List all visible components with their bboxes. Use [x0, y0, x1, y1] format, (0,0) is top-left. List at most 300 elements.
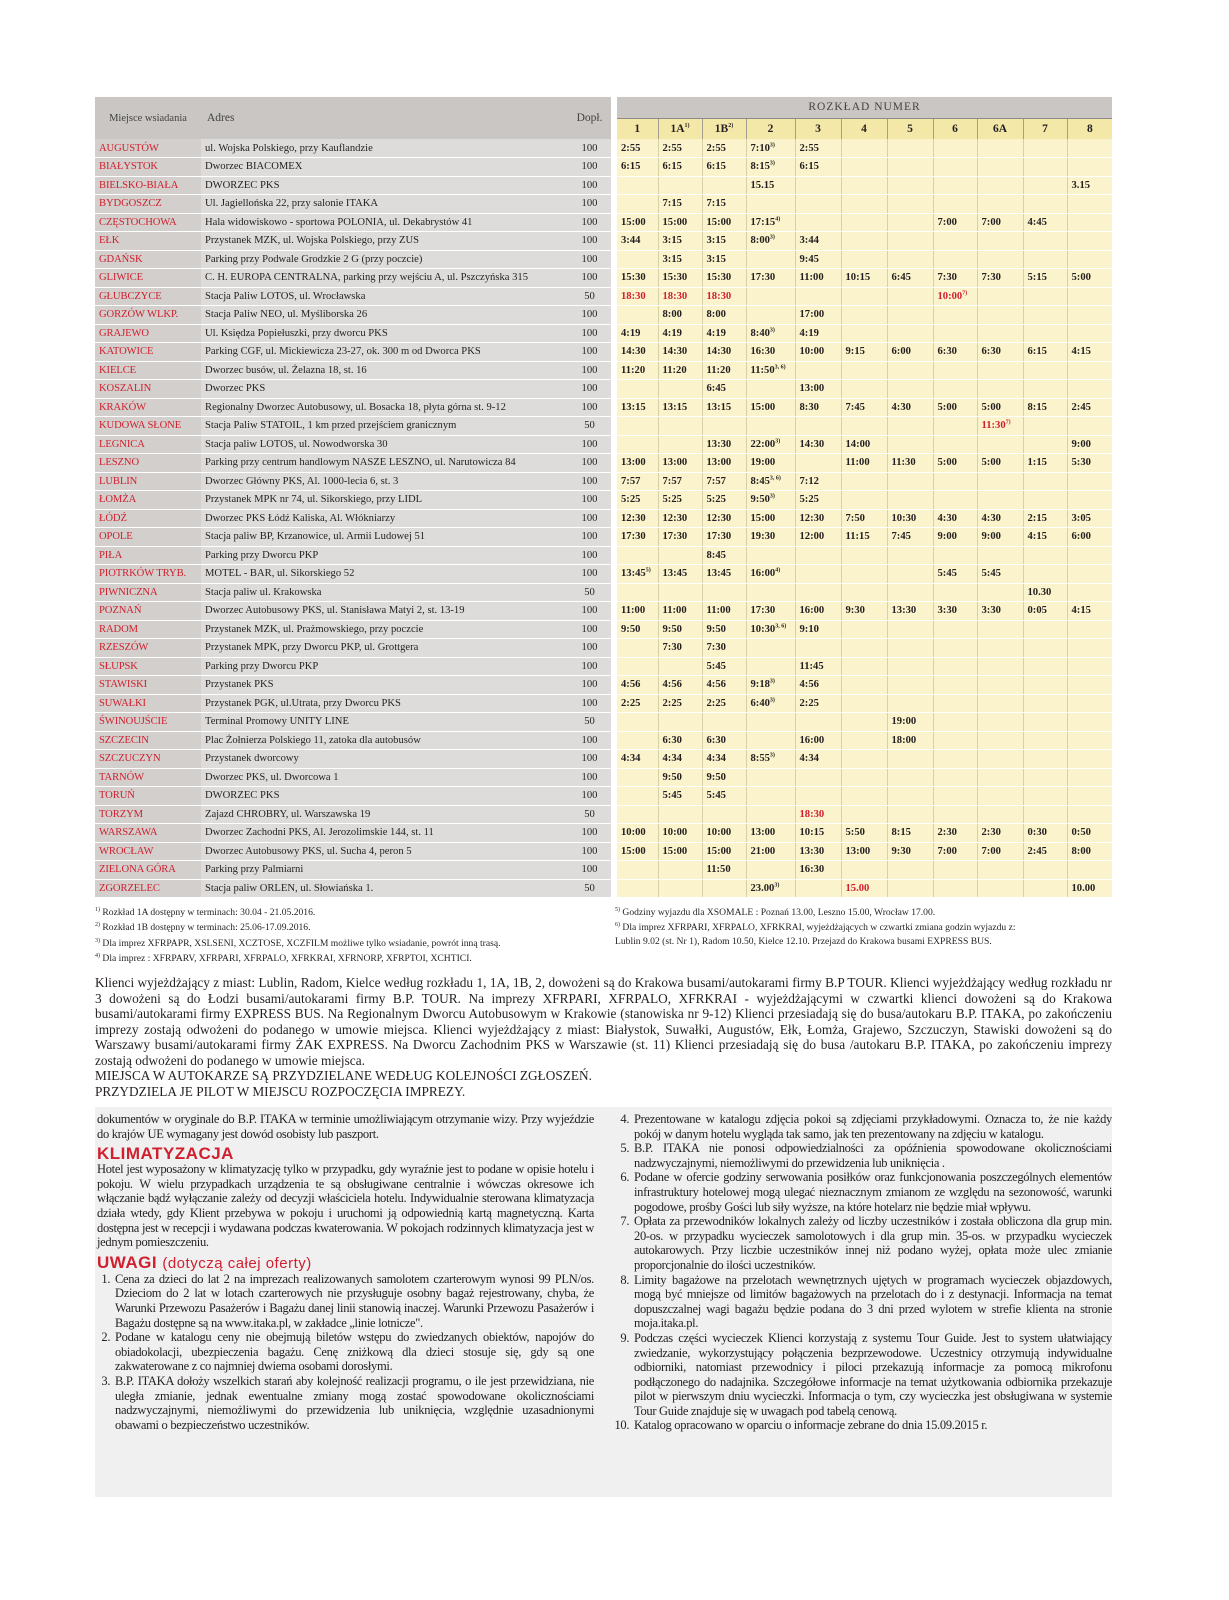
time-cell	[702, 879, 746, 898]
time-cell	[1067, 565, 1112, 584]
time-cell: 9:00	[1067, 435, 1112, 454]
city-cell: ŁOMŻA	[95, 491, 201, 510]
surcharge-cell: 100	[568, 398, 614, 417]
time-cell	[1023, 324, 1067, 343]
table-row	[95, 824, 1112, 843]
pilot-line: PRZYDZIELA JE PILOT W MIEJSCU ROZPOCZĘCIA IMPREZY.	[95, 1083, 466, 1099]
city-cell: AUGUSTÓW	[95, 139, 201, 158]
time-cell: 4:45	[1023, 213, 1067, 232]
time-cell: 2:55	[702, 139, 746, 158]
time-cell: 18:30	[702, 287, 746, 306]
time-cell: 10:15	[795, 824, 841, 843]
table-row	[95, 713, 1112, 732]
time-cell	[1023, 546, 1067, 565]
table-row	[95, 195, 1112, 214]
time-cell: 7:00	[977, 842, 1023, 861]
footnote-line: $^{4)}$ Dla imprez : XFRPARV, XFRPARI, XFRPALO, XFRKRAI, XFRNORP, XFRPTOI, XCHTICI.	[95, 953, 472, 965]
time-cell: 3.15	[1067, 176, 1112, 195]
time-cell: 23.00$^{3)}$	[746, 879, 795, 898]
time-cell	[1023, 787, 1067, 806]
time-cell	[795, 787, 841, 806]
time-cell	[841, 713, 887, 732]
footnote-line: $^{6)}$ Dla imprez XFRPARI, XFRPALO, XFRKRAI, wyjeżdżających w czwartki zmiana godzin wyjazdu z:	[615, 922, 1016, 934]
time-cell: 11:45	[795, 657, 841, 676]
time-cell	[614, 713, 658, 732]
surcharge-cell: 100	[568, 435, 614, 454]
table-row	[95, 306, 1112, 325]
time-cell	[702, 417, 746, 436]
time-cell	[841, 417, 887, 436]
footnote-line: $^{5)}$ Godziny wyjazdu dla XSOMALE : Poznań 13.00, Leszno 15.00, Wrocław 17.00.	[615, 907, 936, 919]
time-cell: 6:30	[977, 343, 1023, 362]
transfer-paragraph: Klienci wyjeżdżający z miast: Lublin, Radom, Kielce według rozkładu 1, 1A, 1B, 2, dowożeni są do Krakowa busami/autokarami firmy B.P TOUR. Klienci wyjeżdżający według rozkładu nr 3 dowożeni są do Łodzi busami/autokarami firmy B.P. TOUR. Na imprezy XFRPARI, XFRPALO, XFRKRAI - wyjeżdżającymi w czwartki klienci dowożeni są do Krakowa busami/autokarami firmy EXPRESS BUS. Na Regionalnym Dworcu Autobusowym w Krakowie (stanowiska nr 9-12) Klienci przesiadają się do busa/autokaru B.P. ITAKA, po zakończeniu imprezy zostają odwożeni do podanego w umowie miejsca. Klienci wyjeżdżający z miast: Białystok, Suwałki, Augustów, Ełk, Łomża, Grajewo, Szczuczyn, Stawiski dowożeni są do Warszawy busami/autokarami firmy ŻAK EXPRESS. Na Dworcu Zachodnim PKS w Warszawie (st. 11) Klienci przesiadają się do busa /autokaru B.P. ITAKA, po zakończeniu imprezy zostają odwożeni do podanego w umowie miejsca.	[95, 975, 1112, 1068]
time-cell	[1067, 620, 1112, 639]
time-cell	[887, 232, 933, 251]
table-row	[95, 343, 1112, 362]
time-cell	[841, 176, 887, 195]
city-cell: ŚWINOUJŚCIE	[95, 713, 201, 732]
surcharge-cell: 50	[568, 287, 614, 306]
city-cell: ZGORZELEC	[95, 879, 201, 898]
time-cell	[977, 472, 1023, 491]
time-cell: 3:30	[933, 602, 977, 621]
time-cell	[746, 768, 795, 787]
time-cell	[658, 713, 702, 732]
time-cell: 15:00	[746, 509, 795, 528]
time-cell	[702, 176, 746, 195]
time-cell: 3:30	[977, 602, 1023, 621]
time-cell: 8:45	[702, 546, 746, 565]
city-cell: SZCZECIN	[95, 731, 201, 750]
time-cell	[933, 380, 977, 399]
time-cell: 14:00	[841, 435, 887, 454]
time-cell: 10:00$^{7)}$	[933, 287, 977, 306]
address-cell: Stacja paliw ul. Krakowska	[201, 583, 568, 602]
time-cell	[933, 657, 977, 676]
time-cell: 8:15	[887, 824, 933, 843]
remark-item: 1. Cena za dzieci do lat 2 na imprezach realizowanych samolotem czarterowym wynosi 99 PLN/os. Dzieciom do 2 lat w lotach czarterowych nie przysługuje osobny bagaż rejestrowany, chyba, że Warunki Przewozu Pasażerów i Bagażu danej linii stanowią inaczej. Warunki Przewozu Pasażerów i Bagażu dostępne są na www.itaka.pl, w zakładce „linie lotnicze".	[113, 1272, 594, 1330]
time-cell	[614, 879, 658, 898]
time-cell	[1023, 676, 1067, 695]
time-cell	[1067, 805, 1112, 824]
time-cell: 2:25	[702, 694, 746, 713]
time-cell: 15:00	[614, 842, 658, 861]
time-cell: 17:00	[795, 306, 841, 325]
uwagi-heading	[97, 1254, 594, 1272]
time-cell	[887, 694, 933, 713]
time-cell: 1:15	[1023, 454, 1067, 473]
city-cell: CZĘSTOCHOWA	[95, 213, 201, 232]
time-cell	[887, 139, 933, 158]
time-cell	[702, 805, 746, 824]
time-cell: 15:00	[614, 213, 658, 232]
time-cell	[933, 694, 977, 713]
address-cell: Parking przy centrum handlowym NASZE LESZNO, ul. Narutowicza 84	[201, 454, 568, 473]
time-cell	[1023, 472, 1067, 491]
time-cell: 13:30	[795, 842, 841, 861]
time-cell: 11:20	[658, 361, 702, 380]
time-cell	[795, 287, 841, 306]
time-cell	[1067, 380, 1112, 399]
time-cell	[746, 639, 795, 658]
time-cell: 7:30	[933, 269, 977, 288]
time-cell: 10.00	[1067, 879, 1112, 898]
table-row	[95, 787, 1112, 806]
address-cell: Parking przy Palmiarni	[201, 861, 568, 880]
time-cell: 10:00	[658, 824, 702, 843]
time-cell	[746, 306, 795, 325]
table-row	[95, 417, 1112, 436]
time-cell: 4:15	[1067, 602, 1112, 621]
time-cell	[795, 639, 841, 658]
time-cell: 7:30	[658, 639, 702, 658]
address-cell: Dworzec Autobusowy PKS, ul. Stanisława Matyi 2, st. 13-19	[201, 602, 568, 621]
time-cell	[795, 565, 841, 584]
time-cell: 3:15	[702, 232, 746, 251]
time-cell: 15:00	[658, 213, 702, 232]
time-cell	[658, 176, 702, 195]
time-cell	[933, 861, 977, 880]
schedule-column-6: 6	[933, 118, 977, 139]
time-cell: 14:30	[658, 343, 702, 362]
address-cell: Parking przy Dworcu PKP	[201, 546, 568, 565]
table-row	[95, 546, 1112, 565]
time-cell	[841, 731, 887, 750]
time-cell: 11:20	[614, 361, 658, 380]
surcharge-cell: 100	[568, 454, 614, 473]
city-cell: SZCZUCZYN	[95, 750, 201, 769]
time-cell	[977, 195, 1023, 214]
footnote-line: $^{2)}$ Rozkład 1B dostępny w terminach: 25.06-17.09.2016.	[95, 922, 311, 934]
remarks-list-right	[614, 1112, 1112, 1433]
surcharge-cell: 100	[568, 269, 614, 288]
city-cell: WARSZAWA	[95, 824, 201, 843]
time-cell	[1067, 324, 1112, 343]
address-cell: Dworzec Autobusowy PKS, ul. Sucha 4, peron 5	[201, 842, 568, 861]
time-cell	[614, 546, 658, 565]
surcharge-cell: 100	[568, 509, 614, 528]
time-cell: 3:44	[795, 232, 841, 251]
schedule-column-7: 7	[1023, 118, 1067, 139]
time-cell	[1023, 250, 1067, 269]
city-cell: GRAJEWO	[95, 324, 201, 343]
time-cell: 7:57	[614, 472, 658, 491]
time-cell: 8:15	[1023, 398, 1067, 417]
time-cell: 8:30	[795, 398, 841, 417]
footnote-marker: 2)	[95, 922, 100, 929]
time-cell	[841, 546, 887, 565]
city-cell: POZNAŃ	[95, 602, 201, 621]
time-cell: 4:19	[795, 324, 841, 343]
time-cell: 11:50	[702, 861, 746, 880]
time-cell	[1067, 546, 1112, 565]
time-cell: 14:30	[702, 343, 746, 362]
footnote-marker: 4)	[95, 953, 100, 960]
time-cell	[887, 472, 933, 491]
time-cell	[841, 324, 887, 343]
time-cell	[933, 713, 977, 732]
footnote-line: $^{1)}$ Rozkład 1A dostępny w terminach: 30.04 - 21.05.2016.	[95, 907, 316, 919]
schedule-column-5: 5	[887, 118, 933, 139]
time-cell	[795, 768, 841, 787]
surcharge-cell: 100	[568, 639, 614, 658]
surcharge-cell: 100	[568, 195, 614, 214]
footnote-line: Lublin 9.02 (st. Nr 1), Radom 10.50, Kielce 12.10. Przejazd do Krakowa busami EXPRESS BUS.	[615, 935, 992, 947]
city-cell: GŁUBCZYCE	[95, 287, 201, 306]
time-cell	[841, 491, 887, 510]
time-cell: 14:30	[795, 435, 841, 454]
footnote-marker: 5)	[615, 907, 620, 913]
footnote-marker: 3)	[769, 752, 775, 759]
time-cell: 5:25	[702, 491, 746, 510]
city-cell: LESZNO	[95, 454, 201, 473]
city-cell: LEGNICA	[95, 435, 201, 454]
time-cell: 19:00	[887, 713, 933, 732]
time-cell: 5:25	[614, 491, 658, 510]
time-cell: 10:00	[702, 824, 746, 843]
surcharge-cell: 50	[568, 805, 614, 824]
city-cell: RZESZÓW	[95, 639, 201, 658]
time-cell	[977, 361, 1023, 380]
surcharge-cell: 100	[568, 750, 614, 769]
time-cell	[841, 676, 887, 695]
address-cell: Ul. Księdza Popiełuszki, przy dworcu PKS	[201, 324, 568, 343]
time-cell: 9:18$^{3)}$	[746, 676, 795, 695]
city-cell: KRAKÓW	[95, 398, 201, 417]
time-cell	[841, 620, 887, 639]
address-cell: Stacja paliw BP, Krzanowice, ul. Armii Ludowej 51	[201, 528, 568, 547]
table-row	[95, 398, 1112, 417]
time-cell	[746, 731, 795, 750]
time-cell	[1067, 861, 1112, 880]
remark-item: 8. Limity bagażowe na przelotach wewnętrznych ujętych w programach wycieczek objazdowych, mogą być mniejsze od limitów bagażowych na przelotach do i z destynacji. Informacja na temat dopuszczalnej wagi bagażu będzie podana do 3 dni przed wylotem w strefie klienta na stronie moja.itaka.pl.	[632, 1273, 1112, 1331]
time-cell	[702, 713, 746, 732]
table-row	[95, 639, 1112, 658]
surcharge-cell: 100	[568, 694, 614, 713]
table-row	[95, 435, 1112, 454]
time-cell	[658, 546, 702, 565]
city-cell: STAWISKI	[95, 676, 201, 695]
time-cell: 8:45$^{3, 6)}$	[746, 472, 795, 491]
time-cell	[933, 787, 977, 806]
time-cell: 4:19	[702, 324, 746, 343]
time-cell	[933, 306, 977, 325]
table-row	[95, 139, 1112, 158]
footnote-marker: 7)	[962, 290, 968, 297]
table-row	[95, 287, 1112, 306]
time-cell	[1067, 250, 1112, 269]
time-cell	[795, 879, 841, 898]
time-cell: 0:50	[1067, 824, 1112, 843]
time-cell	[977, 232, 1023, 251]
time-cell	[887, 805, 933, 824]
time-cell: 3:05	[1067, 509, 1112, 528]
time-cell	[841, 639, 887, 658]
time-cell	[1067, 657, 1112, 676]
time-cell	[977, 657, 1023, 676]
time-cell	[887, 324, 933, 343]
time-cell	[887, 361, 933, 380]
surcharge-cell: 100	[568, 324, 614, 343]
time-cell	[977, 324, 1023, 343]
footnote-marker: 3, 6)	[775, 623, 787, 630]
time-cell: 8:00	[702, 306, 746, 325]
time-cell: 15.00	[841, 879, 887, 898]
time-cell	[887, 861, 933, 880]
time-cell	[887, 380, 933, 399]
time-cell	[933, 583, 977, 602]
time-cell	[887, 639, 933, 658]
address-cell: DWORZEC PKS	[201, 787, 568, 806]
time-cell	[933, 232, 977, 251]
time-cell	[658, 861, 702, 880]
time-cell: 16:30	[746, 343, 795, 362]
time-cell	[933, 731, 977, 750]
remark-item: 6. Podane w ofercie godziny serwowania posiłków oraz funkcjonowania poszczególnych elementów infrastruktury hotelowej mogą ulegać nieznacznym zmianom ze względu na sezonowość, warunki pogodowe, prośby Gości lub siły wyższe, na które hotelarz nie będzie miał wpływu.	[632, 1170, 1112, 1214]
remark-item: 10. Katalog opracowano w oparciu o informacje zebrane do dnia 15.09.2015 r.	[632, 1418, 1112, 1433]
city-cell: PIŁA	[95, 546, 201, 565]
table-row	[95, 768, 1112, 787]
time-cell	[1023, 861, 1067, 880]
time-cell: 11:00	[702, 602, 746, 621]
surcharge-cell: 100	[568, 472, 614, 491]
time-cell	[977, 380, 1023, 399]
time-cell: 5:25	[658, 491, 702, 510]
time-cell: 13:45	[702, 565, 746, 584]
time-cell	[933, 195, 977, 214]
time-cell: 15:00	[746, 398, 795, 417]
time-cell	[887, 620, 933, 639]
time-cell	[746, 287, 795, 306]
time-cell	[933, 491, 977, 510]
time-cell	[841, 768, 887, 787]
address-cell: Dworzec busów, ul. Żelazna 18, st. 16	[201, 361, 568, 380]
schedule-column-1a: $1A^{1)}$	[658, 118, 702, 139]
address-cell: Zajazd CHROBRY, ul. Warszawska 19	[201, 805, 568, 824]
time-cell	[933, 417, 977, 436]
surcharge-cell: 100	[568, 768, 614, 787]
time-cell: 10.30	[1023, 583, 1067, 602]
time-cell: 8:00	[658, 306, 702, 325]
time-cell: 17:30	[746, 602, 795, 621]
city-cell: GORZÓW WLKP.	[95, 306, 201, 325]
time-cell	[977, 768, 1023, 787]
time-cell: 8:40$^{3)}$	[746, 324, 795, 343]
time-cell: 21:00	[746, 842, 795, 861]
city-cell: GLIWICE	[95, 269, 201, 288]
surcharge-cell: 100	[568, 176, 614, 195]
time-cell	[614, 583, 658, 602]
time-cell	[933, 546, 977, 565]
schedule-column-8: 8	[1067, 118, 1112, 139]
city-cell: BYDGOSZCZ	[95, 195, 201, 214]
table-row	[95, 602, 1112, 621]
time-cell: 6:30	[658, 731, 702, 750]
time-cell	[933, 250, 977, 269]
time-cell: 4:30	[887, 398, 933, 417]
time-cell	[977, 491, 1023, 510]
footnote-marker: 3)	[774, 882, 780, 889]
time-cell	[841, 750, 887, 769]
time-cell	[887, 750, 933, 769]
footnote-marker: 3, 6)	[774, 364, 786, 371]
footnote-marker: 3)	[769, 697, 775, 704]
time-cell: 11:20	[702, 361, 746, 380]
time-cell: 14:30	[614, 343, 658, 362]
time-cell	[614, 195, 658, 214]
footnote-marker: 3)	[769, 234, 775, 241]
time-cell	[1023, 657, 1067, 676]
footnote-marker: 5)	[645, 567, 651, 574]
time-cell: 7:00	[977, 213, 1023, 232]
time-cell: 3:15	[658, 250, 702, 269]
time-cell	[977, 694, 1023, 713]
surcharge-cell: 100	[568, 361, 614, 380]
time-cell	[746, 805, 795, 824]
address-cell: Dworzec PKS	[201, 380, 568, 399]
time-cell	[933, 639, 977, 658]
time-cell: 13:00	[841, 842, 887, 861]
remarks-right-column	[600, 1107, 1112, 1497]
documents-text: dokumentów w oryginale do B.P. ITAKA w terminie umożliwiającym otrzymanie wizy. Przy wyjeździe do krajów UE wymagany jest dowód osobisty lub paszport.	[97, 1112, 594, 1141]
city-cell: KOSZALIN	[95, 380, 201, 399]
time-cell: 2:30	[977, 824, 1023, 843]
time-cell: 7:15	[702, 195, 746, 214]
time-cell: 19:30	[746, 528, 795, 547]
table-row	[95, 472, 1112, 491]
surcharge-cell: 100	[568, 787, 614, 806]
time-cell	[933, 361, 977, 380]
time-cell	[841, 213, 887, 232]
time-cell	[933, 879, 977, 898]
time-cell: 5:45	[933, 565, 977, 584]
time-cell: 9:30	[887, 842, 933, 861]
city-cell: LUBLIN	[95, 472, 201, 491]
time-cell: 6:15	[658, 158, 702, 177]
time-cell	[977, 676, 1023, 695]
time-cell: 13:45$^{5)}$	[614, 565, 658, 584]
time-cell	[1023, 139, 1067, 158]
time-cell: 2:45	[1067, 398, 1112, 417]
time-cell	[1023, 491, 1067, 510]
time-cell	[933, 324, 977, 343]
time-cell	[977, 158, 1023, 177]
time-cell	[841, 250, 887, 269]
time-cell	[1067, 768, 1112, 787]
time-cell	[841, 158, 887, 177]
time-cell: 11:00	[614, 602, 658, 621]
table-row	[95, 454, 1112, 473]
remark-item: 2. Podane w katalogu ceny nie obejmują biletów wstępu do zwiedzanych obiektów, napojów do obiadokolacji, ubezpieczenia bagażu. Cenę zniżkową dla dzieci stosuje się, gdy są one zakwaterowane z co najmniej dwiema osobami dorosłymi.	[113, 1330, 594, 1374]
time-cell: 9:00	[977, 528, 1023, 547]
time-cell: 7:12	[795, 472, 841, 491]
time-cell: 6:45	[887, 269, 933, 288]
address-cell: Parking przy Podwale Grodzkie 2 G (przy poczcie)	[201, 250, 568, 269]
time-cell: 5:30	[1067, 454, 1112, 473]
time-cell	[841, 287, 887, 306]
table-row	[95, 232, 1112, 251]
time-cell: 13:15	[702, 398, 746, 417]
surcharge-cell: 100	[568, 824, 614, 843]
address-cell: Stacja Paliw LOTOS, ul. Wrocławska	[201, 287, 568, 306]
time-cell: 11:00	[841, 454, 887, 473]
time-cell: 16:00	[795, 602, 841, 621]
remark-item: 9. Podczas części wycieczek Klienci korzystają z systemu Tour Guide. Jest to system ułatwiający zwiedzanie, wykorzystujący połączenia bezprzewodowe. Uczestnicy otrzymują indywidualne odbiorniki, natomiast przewodnicy i piloci przekazują informacje za pomocą mikrofonu podłączonego do nadajnika. Szczegółowe informacje na temat użytkowania odbiornika przekazuje pilot w pierwszym dniu wycieczki. Informacja o tym, czy wycieczka jest obsługiwana w systemie Tour Guide znajduje się w uwagach pod tabelą cenową.	[632, 1331, 1112, 1419]
time-cell	[887, 787, 933, 806]
table-row	[95, 657, 1112, 676]
time-cell: 13:00	[746, 824, 795, 843]
surcharge-cell: 100	[568, 491, 614, 510]
